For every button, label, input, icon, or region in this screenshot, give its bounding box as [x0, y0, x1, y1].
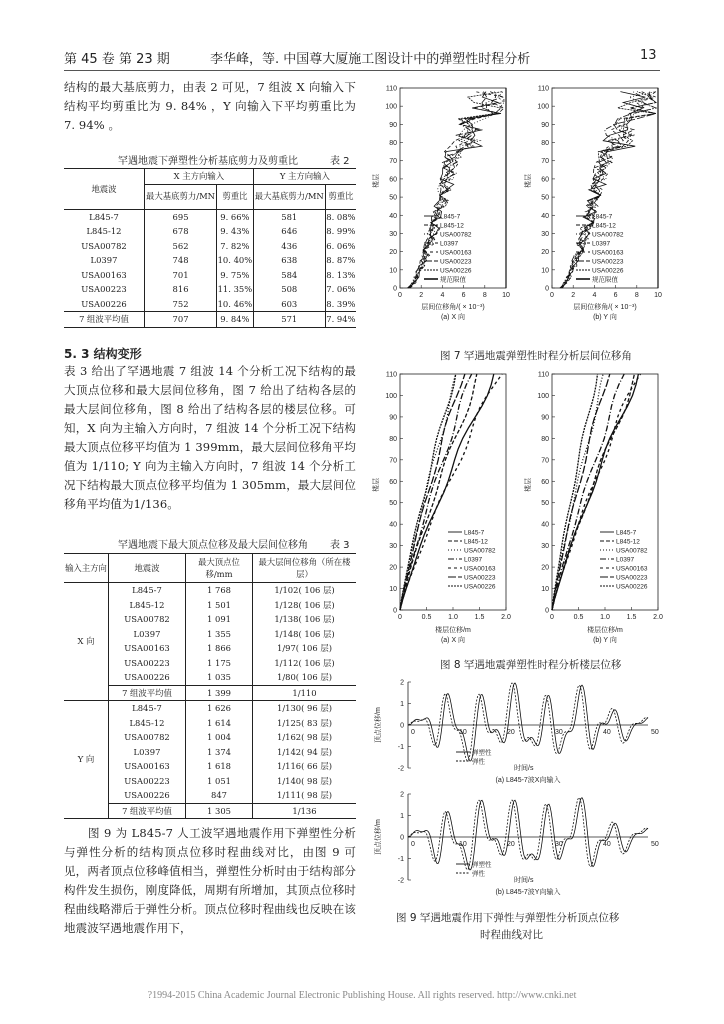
legend-entry: USA00223 [464, 574, 496, 582]
t3-cell-d: 1 035 [186, 670, 253, 685]
figure-7 [366, 80, 666, 342]
t2-col-wave: 地震波 [64, 169, 145, 210]
table-row [64, 627, 356, 642]
table-2 [64, 168, 356, 328]
x-tick-label: 1.0 [448, 614, 458, 621]
t2-cell-xr: 11. 35% [217, 282, 254, 297]
y-tick-label: 110 [537, 371, 549, 379]
y-tick-label: 80 [541, 140, 549, 148]
x-tick-label: 0 [398, 292, 402, 299]
paragraph-1: 结构的最大基底剪力，由表 2 可见，7 组波 X 向输入下结构平均剪重比为 9. 84% ，Y 向输入下平均剪重比为 7. 94% 。 [64, 80, 356, 132]
table3-title: 罕遇地震下最大顶点位移及最大层间位移角 [118, 540, 308, 551]
t2-cell-xs: 562 [145, 239, 217, 254]
t3-col-dir: 输入主方向 [64, 554, 109, 583]
legend-entry: USA00226 [592, 267, 624, 275]
t2-cell-yr: 8. 13% [325, 268, 356, 283]
legend-entry: L845-12 [440, 222, 464, 230]
t2-group-x: X 主方向输入 [145, 169, 254, 185]
header-rule [64, 70, 660, 71]
legend-entry: L845-7 [440, 213, 461, 221]
t2-cell-wave: USA00163 [81, 269, 127, 280]
x-tick-label: 40 [603, 729, 611, 736]
legend-entry: USA00163 [616, 565, 648, 573]
legend-entry: L845-7 [616, 529, 637, 537]
y-tick-label: 10 [389, 267, 397, 275]
y-tick-label: 70 [541, 158, 549, 166]
legend-entry: L845-12 [616, 538, 640, 546]
table-row [64, 612, 356, 627]
t3-avg-wave: 7 组波平均值 [109, 685, 186, 701]
legend-entry: L845-7 [592, 213, 613, 221]
legend-entry: 弹性 [472, 758, 485, 766]
t2-cell-yr: 7. 06% [325, 282, 356, 297]
y-tick-label: 50 [389, 500, 397, 508]
y-tick-label: 100 [385, 392, 397, 400]
legend-entry: USA00223 [440, 258, 472, 266]
x-tick-label: 10 [459, 729, 467, 736]
table-row [64, 282, 356, 297]
legend-entry: L0397 [464, 556, 483, 564]
x-tick-label: 40 [603, 841, 611, 848]
y-tick-label: 100 [537, 103, 549, 111]
series-line [400, 374, 465, 610]
legend-entry: L845-12 [464, 538, 488, 546]
t2-cell-xr: 9. 43% [217, 224, 254, 239]
x-tick-label: 8 [634, 292, 639, 299]
y-tick-label: 10 [389, 586, 397, 594]
x-tick-label: 4 [592, 292, 597, 299]
subfigure-label: (b) Y 向 [593, 314, 617, 321]
y-tick-label: 100 [537, 392, 549, 400]
y-tick-label: 50 [541, 194, 549, 202]
t3-cell-r: 1/112( 106 层) [253, 656, 357, 671]
x-axis-label: 层间位移角/( × 10⁻³) [421, 304, 485, 311]
y-tick-label: 60 [389, 176, 397, 184]
t2-cell-wave: L0397 [90, 255, 118, 265]
legend-entry: USA00782 [616, 547, 648, 555]
t2-cell-xs: 707 [145, 312, 217, 328]
y-axis-label: 楼层 [373, 174, 380, 188]
t3-cell-r: 1/138( 106 层) [253, 612, 357, 627]
t2-cell-ys: 646 [253, 224, 325, 239]
t3-cell-r: 1/102( 106 层) [253, 583, 357, 598]
t3-cell-r: 1/125( 83 层) [253, 716, 357, 731]
t3-cell-wave: L845-12 [109, 598, 186, 613]
series-line [552, 374, 624, 610]
t2-cell-xs: 816 [145, 282, 217, 297]
t2-cell-ys: 581 [253, 209, 325, 224]
legend-entry: 弹塑性 [472, 749, 492, 757]
subfigure-label: (a) L845-7波X向输入 [495, 777, 561, 784]
y-tick-label: 80 [389, 140, 397, 148]
t3-avg-r: 1/110 [253, 685, 357, 701]
table-row [64, 670, 356, 685]
t3-col-wave: 地震波 [109, 554, 186, 583]
t3-cell-r: 1/162( 98 层) [253, 730, 357, 745]
legend-entry: L0397 [440, 240, 459, 248]
t2-cell-xs: 748 [145, 253, 217, 268]
t3-avg-row [64, 803, 356, 819]
legend-entry: USA00226 [464, 583, 496, 591]
legend-entry: USA00223 [592, 258, 624, 266]
subfigure-label: (a) X 向 [440, 637, 466, 644]
t3-cell-r: 1/80( 106 层) [253, 670, 357, 685]
x-tick-label: 6 [613, 292, 618, 299]
journal-volume: 第 45 卷 第 23 期 [64, 52, 170, 67]
t2-cell-wave: USA00223 [81, 284, 127, 294]
t3-cell-d: 1 051 [186, 774, 253, 789]
y-tick-label: 50 [541, 500, 549, 508]
y-tick-label: 70 [541, 457, 549, 465]
y-tick-label: 60 [541, 478, 549, 486]
y-tick-label: 90 [541, 121, 549, 129]
y-tick-label: 40 [389, 212, 397, 220]
t3-avg-d: 1 305 [186, 803, 253, 819]
x-tick-label: 10 [459, 841, 467, 848]
table-3 [64, 553, 356, 819]
t2-cell-xr: 10. 46% [217, 297, 254, 312]
t3-cell-wave: USA00226 [109, 670, 186, 685]
x-tick-label: 20 [507, 841, 515, 848]
legend-entry: 规范限值 [592, 276, 618, 284]
t3-avg-r: 1/136 [253, 803, 357, 819]
legend-entry: USA00163 [440, 249, 472, 257]
footer-copyright: ?1994-2015 China Academic Journal Electronic Publishing House. All rights reserved. http://www.cnki.net [147, 990, 577, 1001]
y-axis-label: 顶点位移/m [375, 707, 382, 743]
x-axis-label: 时间/s [514, 877, 534, 884]
fig8-caption: 图 8 罕遇地震弹塑性时程分析楼层位移 [440, 659, 622, 671]
t3-avg-d: 1 399 [186, 685, 253, 701]
x-tick-label: 2 [571, 292, 576, 299]
t3-cell-r: 1/128( 106 层) [253, 598, 357, 613]
t3-cell-d: 1 626 [186, 701, 253, 716]
y-axis-label: 楼层 [373, 478, 380, 492]
x-tick-label: 4 [440, 292, 445, 299]
x-tick-label: 8 [482, 292, 487, 299]
y-tick-label: 0 [393, 285, 397, 293]
t3-cell-wave: L845-7 [109, 583, 186, 598]
t3-cell-d: 1 501 [186, 598, 253, 613]
legend-entry: USA00782 [440, 231, 472, 239]
t2-cell-wave: L845-7 [89, 211, 119, 222]
t3-avg-wave: 7 组波平均值 [109, 803, 186, 819]
y-tick-label: 10 [541, 267, 549, 275]
t3-cell-r: 1/130( 96 层) [253, 701, 357, 716]
legend-entry: USA00163 [592, 249, 624, 257]
t3-cell-r: 1/116( 66 层) [253, 759, 357, 774]
y-tick-label: 60 [389, 478, 397, 486]
running-title: 李华峰，等. 中国尊大厦施工图设计中的弹塑性时程分析 [210, 52, 531, 67]
t3-cell-d: 847 [186, 788, 253, 803]
table3-label: 表 3 [330, 540, 350, 551]
legend-entry: L845-12 [592, 222, 616, 230]
t3-cell-d: 1 866 [186, 641, 253, 656]
x-tick-label: 0 [411, 729, 415, 736]
y-tick-label: 80 [389, 435, 397, 443]
t3-cell-wave: USA00226 [109, 788, 186, 803]
t2-cell-yr: 8. 39% [325, 297, 356, 312]
t2-cell-ys: 436 [253, 239, 325, 254]
t2-cell-ys: 584 [253, 268, 325, 283]
y-tick-label: 90 [389, 414, 397, 422]
y-tick-label: 60 [541, 176, 549, 184]
legend-entry: USA00782 [464, 547, 496, 555]
x-tick-label: 20 [507, 729, 515, 736]
fig9-caption-line1: 图 9 罕遇地震作用下弹性与弹塑性分析顶点位移 [396, 912, 620, 924]
x-tick-label: 0.5 [421, 614, 432, 621]
t3-cell-d: 1 004 [186, 730, 253, 745]
y-tick-label: 40 [389, 521, 397, 529]
t2-group-y: Y 主方向输入 [253, 169, 356, 185]
t3-direction-label: X 向 [77, 636, 95, 647]
t2-cell-xs: 695 [145, 209, 217, 224]
legend-entry: USA00223 [616, 574, 648, 582]
subfigure-label: (b) L845-7波Y向输入 [495, 889, 561, 896]
t2-cell-wave: L845-12 [86, 226, 122, 236]
y-tick-label: 20 [541, 249, 549, 257]
y-tick-label: 90 [541, 414, 549, 422]
y-axis-label: 楼层 [525, 174, 532, 188]
t2-cell-ys: 638 [253, 253, 325, 268]
time-history-line [408, 798, 648, 870]
y-tick-label: 0 [545, 285, 549, 293]
time-history-line [408, 798, 648, 870]
y-tick-label: -2 [397, 877, 404, 885]
y-tick-label: 20 [541, 564, 549, 572]
table-row [64, 598, 356, 613]
t3-direction-label: Y 向 [64, 701, 109, 819]
y-tick-label: 100 [385, 103, 397, 111]
table-row [64, 745, 356, 760]
t2-cell-yr: 8. 08% [325, 209, 356, 224]
y-tick-label: 1 [400, 701, 404, 708]
t3-cell-d: 1 355 [186, 627, 253, 642]
table-row [64, 641, 356, 656]
t2-cell-yr: 6. 06% [325, 239, 356, 254]
table-row [64, 701, 356, 716]
x-tick-label: 6 [461, 292, 466, 299]
t2-col-y-shear: 最大基底剪力/MN [253, 184, 325, 209]
x-tick-label: 30 [555, 729, 563, 736]
x-tick-label: 0.5 [573, 614, 584, 621]
t3-cell-d: 1 768 [186, 583, 253, 598]
t3-cell-r: 1/148( 106 层) [253, 627, 357, 642]
y-tick-label: -2 [397, 765, 404, 773]
t3-avg-row [64, 685, 356, 701]
table-row [64, 656, 356, 671]
t3-cell-wave: L845-7 [109, 701, 186, 716]
y-tick-label: -1 [397, 856, 404, 863]
t3-cell-wave: USA00782 [109, 730, 186, 745]
table-row [64, 297, 356, 312]
y-axis-label: 楼层 [525, 478, 532, 492]
table-row [64, 788, 356, 803]
fig7-caption: 图 7 罕遇地震弹塑性时程分析层间位移角 [440, 350, 632, 362]
x-tick-label: 0 [550, 292, 554, 299]
t3-cell-r: 1/142( 94 层) [253, 745, 357, 760]
t3-cell-wave: USA00163 [109, 759, 186, 774]
x-tick-label: 10 [654, 292, 662, 299]
x-tick-label: 1.5 [626, 614, 637, 621]
y-tick-label: 10 [541, 586, 549, 594]
time-history-line [408, 683, 648, 761]
y-tick-label: 110 [537, 85, 549, 93]
section-heading: 5. 3 结构变形 [64, 347, 142, 361]
table-row [64, 583, 356, 598]
legend-entry: L0397 [616, 556, 635, 564]
t2-cell-yr: 8. 87% [325, 253, 356, 268]
legend-entry: L0397 [592, 240, 611, 248]
table2-label: 表 2 [330, 156, 350, 167]
t2-col-x-ratio: 剪重比 [217, 184, 254, 209]
t3-col-disp: 最大顶点位移/mm [186, 554, 253, 583]
t2-cell-ys: 571 [253, 312, 325, 328]
t3-cell-d: 1 374 [186, 745, 253, 760]
fig9-caption-line2: 时程曲线对比 [480, 929, 543, 941]
x-tick-label: 2.0 [501, 614, 511, 621]
y-tick-label: 2 [400, 679, 404, 687]
t3-cell-d: 1 618 [186, 759, 253, 774]
legend-entry: 规范限值 [440, 276, 466, 284]
t3-cell-wave: USA00223 [109, 774, 186, 789]
legend-entry: L845-7 [464, 529, 485, 537]
y-tick-label: 30 [389, 230, 397, 238]
page-number: 13 [640, 48, 657, 63]
t2-cell-xr: 9. 75% [217, 268, 254, 283]
t3-cell-wave: L0397 [109, 745, 186, 760]
t2-cell-wave: 7 组波平均值 [64, 312, 145, 328]
table-row [64, 730, 356, 745]
x-tick-label: 2.0 [653, 614, 663, 621]
t2-cell-wave: USA00782 [81, 240, 127, 251]
t2-cell-yr: 8. 99% [325, 224, 356, 239]
t2-avg-row [64, 312, 356, 328]
t2-cell-xr: 7. 82% [217, 239, 254, 254]
t3-cell-d: 1 175 [186, 656, 253, 671]
y-tick-label: 2 [400, 791, 404, 799]
x-tick-label: 0 [550, 614, 554, 621]
y-tick-label: 70 [389, 158, 397, 166]
t3-cell-r: 1/140( 98 层) [253, 774, 357, 789]
t3-cell-wave: L845-12 [109, 716, 186, 731]
t3-cell-wave: USA00163 [109, 641, 186, 656]
x-tick-label: 50 [651, 841, 659, 848]
y-tick-label: 1 [400, 813, 404, 820]
y-tick-label: 0 [400, 722, 404, 730]
legend-entry: 弹性 [472, 870, 485, 878]
y-axis-label: 顶点位移/m [375, 819, 382, 855]
y-tick-label: 80 [541, 435, 549, 443]
x-tick-label: 0 [411, 841, 415, 848]
t3-cell-r: 1/97( 106 层) [253, 641, 357, 656]
y-tick-label: 40 [541, 521, 549, 529]
y-tick-label: 0 [400, 834, 404, 842]
x-axis-label: 时间/s [514, 765, 534, 772]
t3-cell-wave: L0397 [109, 627, 186, 642]
y-tick-label: 20 [389, 564, 397, 572]
x-tick-label: 1.0 [600, 614, 610, 621]
table-row [64, 774, 356, 789]
paragraph-2: 表 3 给出了罕遇地震 7 组波 14 个分析工况下结构的最大顶点位移和最大层间位移角，图 7 给出了结构各层的最大层间位移角，图 8 给出了结构各层的楼层位移。可知，X 向为主输入方向时，7 组波 14 个分析工况下结构最大顶点位移平均值为 1 399mm，最大层间位移角平均值为 1/110; Y 向为主输入方向时，7 组波 14 个分析工况下结构最大顶点位移平均值为 1 305mm，最大层间位移角平均值为1/136。 [64, 364, 356, 511]
table-row [64, 253, 356, 268]
y-tick-label: 30 [541, 230, 549, 238]
legend-entry: USA00782 [592, 231, 624, 239]
legend-entry: 弹塑性 [472, 861, 492, 869]
table-row [64, 268, 356, 283]
y-tick-label: -1 [397, 744, 404, 751]
paragraph-3: 图 9 为 L845-7 人工波罕遇地震作用下弹塑性分析与弹性分析的结构顶点位移时程曲线对比，由图 9 可见，两者顶点位移峰值相当，弹塑性分析时由于结构部分构件发生损伤，刚度降低，周期有所增加，其顶点位移时程曲线略滞后于弹性分析。顶点位移时程曲线也反映在该地震波罕遇地震作用下， [64, 826, 356, 935]
y-tick-label: 40 [541, 212, 549, 220]
y-tick-label: 0 [393, 607, 397, 615]
x-tick-label: 0 [398, 614, 402, 621]
table-row [64, 716, 356, 731]
table-row [64, 209, 356, 224]
legend-entry: USA00163 [464, 565, 496, 573]
t3-col-drift: 最大层间位移角（所在楼层） [253, 554, 357, 583]
t2-cell-yr: 7. 94% [325, 312, 356, 328]
table2-title: 罕遇地震下弹塑性分析基底剪力及剪重比 [118, 156, 298, 167]
x-axis-label: 层间位移角/( × 10⁻³) [573, 304, 637, 311]
y-tick-label: 30 [541, 543, 549, 551]
t2-cell-xr: 9. 84% [217, 312, 254, 328]
x-axis-label: 楼层位移/m [435, 627, 471, 634]
t2-cell-wave: USA00226 [81, 298, 127, 309]
t2-cell-xs: 701 [145, 268, 217, 283]
t3-cell-wave: USA00223 [109, 656, 186, 671]
y-tick-label: 30 [389, 543, 397, 551]
table-row [64, 239, 356, 254]
legend-entry: USA00226 [616, 583, 648, 591]
y-tick-label: 90 [389, 121, 397, 129]
x-tick-label: 50 [651, 729, 659, 736]
t2-col-x-shear: 最大基底剪力/MN [145, 184, 217, 209]
t2-col-y-ratio: 剪重比 [325, 184, 356, 209]
y-tick-label: 20 [389, 249, 397, 257]
t2-cell-xs: 678 [145, 224, 217, 239]
y-tick-label: 50 [389, 194, 397, 202]
y-tick-label: 70 [389, 457, 397, 465]
y-tick-label: 110 [385, 85, 397, 93]
t3-cell-r: 1/111( 98 层) [253, 788, 357, 803]
subfigure-label: (b) Y 向 [593, 637, 617, 644]
x-tick-label: 30 [555, 841, 563, 848]
t2-cell-xr: 10. 40% [217, 253, 254, 268]
table-row [64, 224, 356, 239]
t3-cell-wave: USA00782 [109, 612, 186, 627]
x-tick-label: 10 [502, 292, 510, 299]
legend-entry: USA00226 [440, 267, 472, 275]
x-tick-label: 2 [419, 292, 424, 299]
t3-cell-d: 1 614 [186, 716, 253, 731]
figure-8 [366, 368, 666, 654]
y-tick-label: 110 [385, 371, 397, 379]
t2-cell-xr: 9. 66% [217, 209, 254, 224]
x-tick-label: 1.5 [474, 614, 485, 621]
subfigure-label: (a) X 向 [440, 314, 466, 321]
figure-9 [366, 678, 666, 904]
y-tick-label: 0 [545, 607, 549, 615]
t2-cell-xs: 752 [145, 297, 217, 312]
t3-cell-d: 1 091 [186, 612, 253, 627]
t2-cell-ys: 508 [253, 282, 325, 297]
x-axis-label: 楼层位移/m [587, 627, 623, 634]
table-row [64, 759, 356, 774]
t2-cell-ys: 603 [253, 297, 325, 312]
